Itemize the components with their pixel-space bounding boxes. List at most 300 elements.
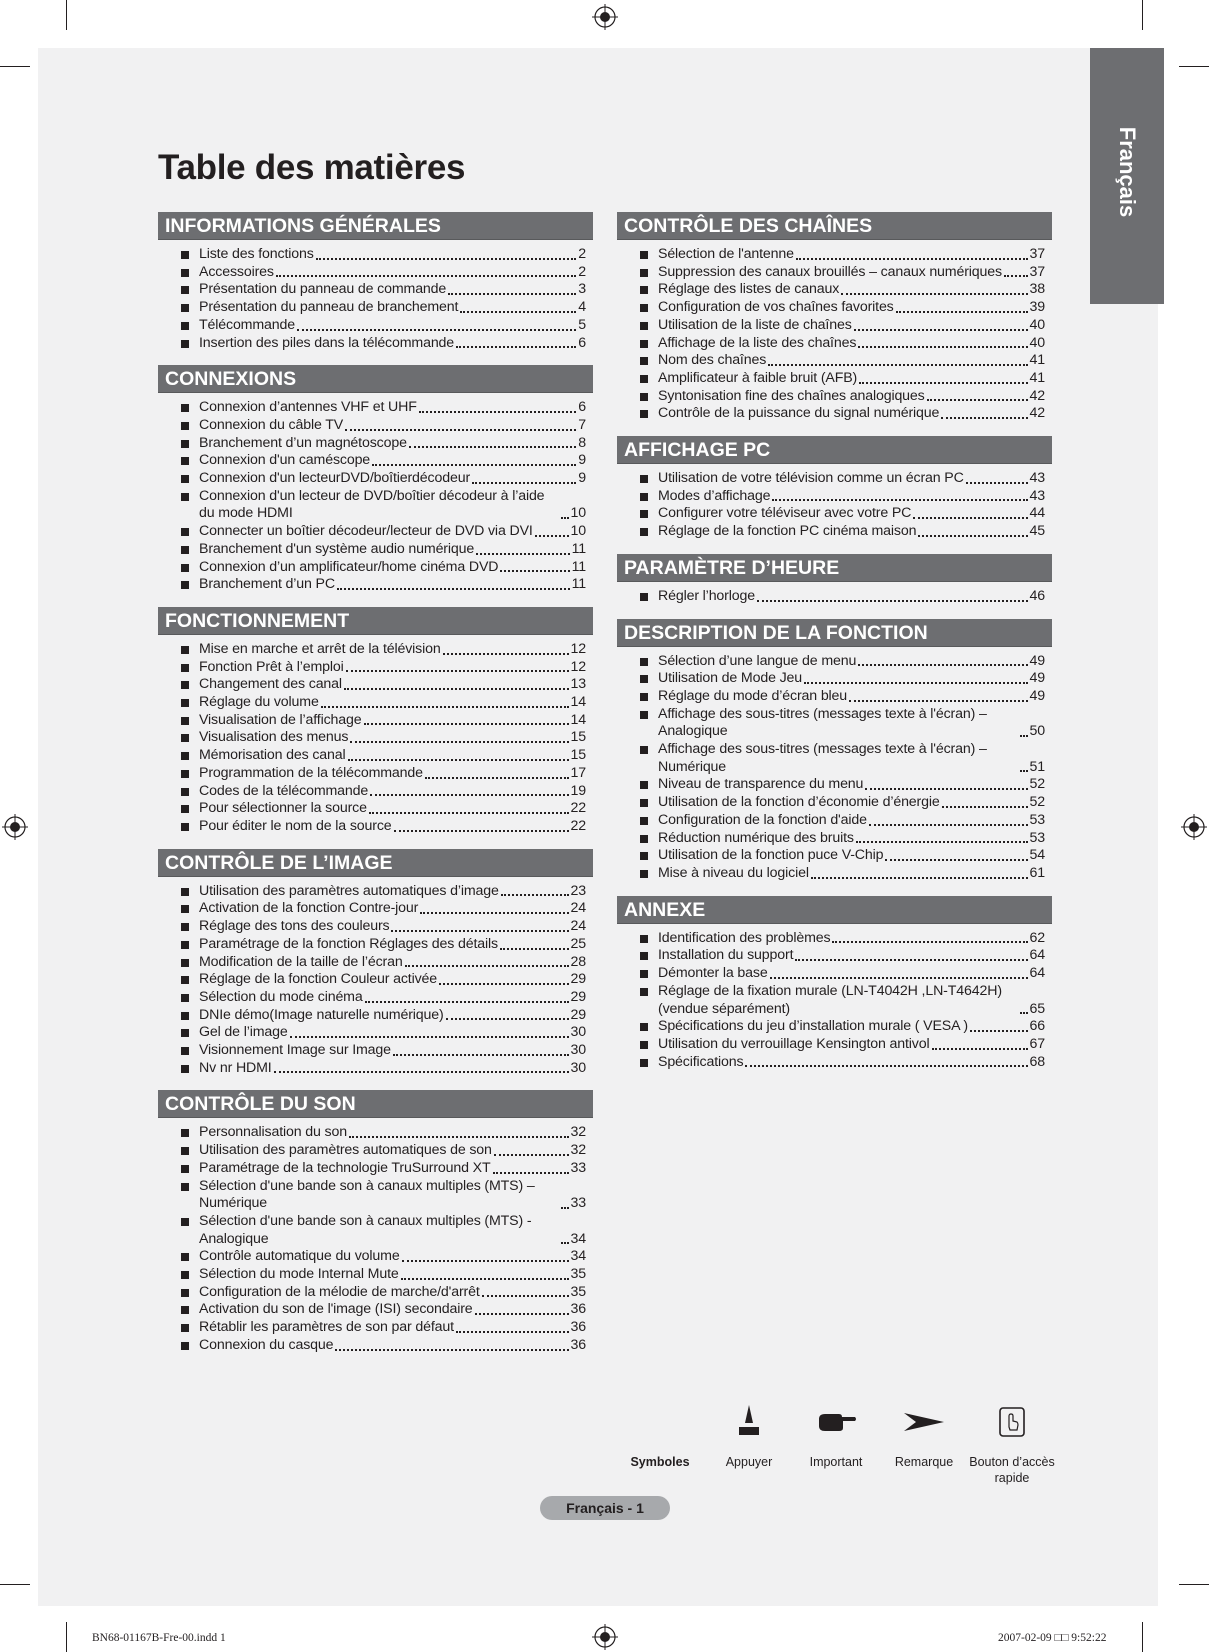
toc-entry-page: 32 — [570, 1142, 586, 1159]
toc-entry-page: 29 — [570, 1006, 586, 1023]
toc-entry — [158, 1124, 593, 1142]
dot-leader — [501, 893, 569, 896]
dot-leader — [932, 1047, 1028, 1050]
toc-entry-page: 51 — [1029, 758, 1045, 775]
dot-leader — [804, 681, 1027, 684]
dot-leader — [1020, 1011, 1028, 1014]
toc-entry-page: 39 — [1029, 299, 1045, 316]
toc-entry — [158, 918, 593, 936]
toc-entry-page: 30 — [570, 1059, 586, 1076]
toc-entry-label: Personnalisation du son — [199, 1124, 347, 1141]
symbol-label-quick-access: Bouton d’accès rapide — [969, 1455, 1055, 1485]
toc-entry — [617, 653, 1052, 671]
toc-entry-page: 33 — [570, 1195, 586, 1212]
dot-leader — [500, 569, 569, 572]
toc-entry — [158, 1060, 593, 1078]
dot-leader — [472, 481, 576, 484]
toc-entry-label: Affichage des sous-titres (messages texte à l'écran) – Analogique — [658, 705, 987, 740]
toc-entry — [158, 1024, 593, 1042]
toc-entry-label: Branchement d’un magnétoscope — [199, 434, 407, 451]
dot-leader — [858, 663, 1027, 666]
toc-entry-label: Changement des canal — [199, 676, 342, 693]
toc-entry-label: Affichage de la liste des chaînes — [658, 334, 857, 351]
section-header: FONCTIONNEMENT — [158, 607, 593, 635]
toc-entry-page: 64 — [1029, 965, 1045, 982]
toc-entry — [617, 470, 1052, 488]
toc-entry-page: 11 — [571, 558, 586, 575]
toc-entry — [158, 1007, 593, 1025]
toc-entry-label: Sélection d'une bande son à canaux multiples (MTS) – Numérique — [199, 1177, 535, 1212]
toc-entry-page: 34 — [570, 1248, 586, 1265]
toc-entry-page: 53 — [1029, 811, 1045, 828]
toc-entry-label: Activation du son de l'image (ISI) secondaire — [199, 1301, 473, 1318]
toc-entry-label: Utilisation de la liste de chaînes — [658, 316, 852, 333]
dot-leader — [795, 958, 1027, 961]
language-tab — [1090, 48, 1164, 304]
toc-entry-label: Spécifications du jeu d’installation murale ( VESA ) — [658, 1018, 969, 1035]
dot-leader — [364, 722, 569, 725]
toc-entry-page: 46 — [1029, 587, 1045, 604]
toc-entry-label: Utilisation du verrouillage Kensington antivol — [658, 1035, 930, 1052]
toc-entry — [158, 1248, 593, 1266]
section-header: ANNEXE — [617, 896, 1052, 924]
toc-entry — [158, 729, 593, 747]
dot-leader — [482, 1294, 569, 1297]
toc-section — [158, 212, 593, 352]
toc-entry — [158, 800, 593, 818]
dot-leader — [393, 1053, 569, 1056]
toc-entry-label: Modes d’affichage — [658, 487, 771, 504]
dot-leader — [456, 345, 576, 348]
toc-entry — [158, 747, 593, 765]
crop-mark — [1179, 1584, 1209, 1585]
section-header: PARAMÈTRE D’HEURE — [617, 554, 1052, 582]
toc-entry-label: Activation de la fonction Contre-jour — [199, 900, 419, 917]
dot-leader — [561, 1206, 569, 1209]
dot-leader — [859, 381, 1027, 384]
toc-entry-label: Nom des chaînes — [658, 352, 767, 369]
toc-entry-page: 54 — [1029, 847, 1045, 864]
dot-leader — [475, 1312, 569, 1315]
toc-section — [617, 212, 1052, 423]
toc-entry — [617, 983, 1052, 1018]
toc-entry — [158, 417, 593, 435]
toc-right-column — [617, 212, 1052, 1084]
toc-entry-page: 30 — [570, 1024, 586, 1041]
toc-entry-label: Pour sélectionner la source — [199, 800, 367, 817]
dot-leader — [561, 516, 569, 519]
toc-entry — [617, 388, 1052, 406]
toc-entry — [158, 989, 593, 1007]
dot-leader — [796, 257, 1028, 260]
toc-entry-label: Spécifications — [658, 1053, 744, 1070]
dot-leader — [419, 410, 577, 413]
toc-entry-page: 43 — [1029, 470, 1045, 487]
toc-entry-page: 15 — [570, 747, 586, 764]
dot-leader — [349, 1135, 569, 1138]
toc-entry-page: 11 — [571, 540, 586, 557]
toc-entry — [158, 641, 593, 659]
toc-entry-label: Connexion du câble TV — [199, 416, 344, 433]
toc-entry-page: 3 — [578, 281, 586, 298]
dot-leader — [811, 876, 1028, 879]
toc-entry-page: 35 — [570, 1283, 586, 1300]
toc-entry-label: Configuration de la fonction d'aide — [658, 811, 867, 828]
toc-entry-page: 66 — [1029, 1018, 1045, 1035]
toc-section — [617, 554, 1052, 606]
crop-mark — [1179, 66, 1209, 67]
toc-entry — [617, 505, 1052, 523]
toc-entry-page: 25 — [570, 935, 586, 952]
toc-entry-page: 24 — [570, 900, 586, 917]
dot-leader — [561, 1241, 569, 1244]
symbol-label-note: Remarque — [894, 1455, 954, 1469]
toc-entry-page: 8 — [578, 434, 586, 451]
toc-entry-page: 23 — [570, 882, 586, 899]
toc-entry — [617, 947, 1052, 965]
section-header: AFFICHAGE PC — [617, 436, 1052, 464]
toc-entry-label: Réglage du mode d’écran bleu — [658, 687, 848, 704]
toc-entry-label: Sélection de l'antenne — [658, 246, 794, 262]
toc-entry-label: Sélection d'une bande son à canaux multiples (MTS) - Analogique — [199, 1212, 532, 1247]
toc-entry — [617, 523, 1052, 541]
toc-entry — [617, 335, 1052, 353]
toc-entry-list — [158, 246, 593, 352]
toc-entry-label: Branchement d'un système audio numérique — [199, 540, 475, 557]
toc-entry-page: 5 — [578, 316, 586, 333]
toc-entry — [617, 264, 1052, 282]
toc-entry — [617, 281, 1052, 299]
section-header: CONNEXIONS — [158, 365, 593, 393]
dot-leader — [345, 428, 576, 431]
toc-entry — [158, 1042, 593, 1060]
toc-entry — [158, 576, 593, 594]
toc-entry-page: 4 — [578, 299, 586, 316]
crop-mark — [66, 0, 67, 30]
toc-entry-label: Mise à niveau du logiciel — [658, 864, 809, 881]
toc-entry-page: 2 — [578, 263, 586, 280]
toc-entry — [617, 405, 1052, 423]
toc-entry-label: Configuration de la mélodie de marche/d'arrêt — [199, 1283, 480, 1300]
section-header: CONTRÔLE DES CHAÎNES — [617, 212, 1052, 240]
slug-file-name: BN68-01167B-Fre-00.indd 1 — [92, 1632, 226, 1644]
toc-entry — [617, 588, 1052, 606]
dot-leader — [460, 310, 576, 313]
toc-entry — [617, 776, 1052, 794]
dot-leader — [970, 1029, 1028, 1032]
toc-entry — [617, 830, 1052, 848]
symbols-heading: Symboles — [630, 1455, 690, 1469]
toc-entry-page: 14 — [570, 694, 586, 711]
toc-entry — [158, 317, 593, 335]
toc-entry-page: 12 — [570, 658, 586, 675]
toc-entry-label: Liste des fonctions — [199, 246, 314, 262]
dot-leader — [849, 699, 1027, 702]
toc-entry-page: 64 — [1029, 947, 1045, 964]
toc-entry-page: 29 — [570, 988, 586, 1005]
toc-entry-page: 35 — [570, 1266, 586, 1283]
toc-entry-label: Sélection du mode Internal Mute — [199, 1266, 399, 1283]
toc-entry-page: 49 — [1029, 670, 1045, 687]
dot-leader — [335, 1348, 568, 1351]
toc-entry-list — [617, 470, 1052, 541]
dot-leader — [439, 982, 569, 985]
dot-leader — [402, 1259, 569, 1262]
toc-entry — [158, 435, 593, 453]
toc-entry — [617, 670, 1052, 688]
toc-entry — [617, 352, 1052, 370]
dot-leader — [344, 687, 569, 690]
dot-leader — [913, 516, 1027, 519]
toc-entry — [158, 541, 593, 559]
dot-leader — [321, 705, 569, 708]
toc-entry-page: 68 — [1029, 1053, 1045, 1070]
toc-entry-label: Connecter un boîtier décodeur/lecteur de DVD via DVI — [199, 523, 533, 540]
toc-entry-label: Régler l’horloge — [658, 587, 755, 604]
dot-leader — [768, 363, 1027, 366]
toc-entry-page: 24 — [570, 918, 586, 935]
toc-entry-page: 67 — [1029, 1035, 1045, 1052]
toc-entry — [617, 317, 1052, 335]
toc-entry-page: 36 — [570, 1301, 586, 1318]
page-number-badge: Français - 1 — [540, 1496, 670, 1520]
dot-leader — [941, 416, 1027, 419]
toc-entry — [158, 971, 593, 989]
toc-entry — [158, 712, 593, 730]
dot-leader — [409, 445, 576, 448]
toc-entry-label: Sélection du mode cinéma — [199, 988, 363, 1005]
dot-leader — [858, 345, 1027, 348]
toc-entry-page: 6 — [578, 399, 586, 416]
symbol-label-important: Important — [809, 1455, 863, 1469]
toc-entry-page: 49 — [1029, 652, 1045, 669]
dot-leader — [942, 805, 1028, 808]
dot-leader — [856, 840, 1028, 843]
toc-entry — [617, 865, 1052, 883]
toc-entry-label: Démonter la base — [658, 965, 768, 982]
toc-entry-label: Paramétrage de la technologie TruSurround XT — [199, 1159, 491, 1176]
toc-entry — [158, 1266, 593, 1284]
toc-entry-page: 22 — [570, 817, 586, 834]
dot-leader — [394, 829, 569, 832]
toc-entry-page: 36 — [570, 1336, 586, 1353]
toc-entry-page: 9 — [578, 470, 586, 487]
toc-entry-label: DNIe démo(Image naturelle numérique) — [199, 1006, 444, 1023]
toc-entry-list — [158, 641, 593, 836]
dot-leader — [966, 481, 1028, 484]
toc-entry-label: Connexion du casque — [199, 1336, 334, 1353]
toc-entry-page: 9 — [578, 452, 586, 469]
toc-section — [617, 619, 1052, 883]
toc-entry-label: Télécommande — [199, 316, 295, 333]
toc-entry — [617, 688, 1052, 706]
toc-entry — [158, 559, 593, 577]
registration-mark-icon — [1181, 814, 1207, 840]
toc-entry-label: Installation du support — [658, 947, 794, 964]
registration-mark-icon — [592, 4, 618, 30]
dot-leader — [1020, 734, 1028, 737]
toc-entry — [158, 488, 593, 523]
toc-entry-label: Contrôle de la puissance du signal numérique — [658, 405, 940, 422]
crop-mark — [1142, 0, 1143, 30]
toc-entry — [617, 299, 1052, 317]
dot-leader — [772, 498, 1027, 501]
toc-entry-page: 7 — [578, 416, 586, 433]
toc-entry-page: 65 — [1029, 1000, 1045, 1017]
toc-entry-page: 30 — [570, 1042, 586, 1059]
toc-entry-label: Utilisation de la fonction puce V-Chip — [658, 847, 884, 864]
toc-entry-label: Codes de la télécommande — [199, 782, 369, 799]
toc-entry-label: Utilisation des paramètres automatiques de son — [199, 1142, 492, 1159]
toc-entry — [158, 1213, 593, 1248]
toc-entry — [158, 1160, 593, 1178]
toc-entry-label: Connexion d'un lecteur de DVD/boîtier décodeur à l’aide du mode HDMI — [199, 487, 545, 522]
symbol-label-press: Appuyer — [725, 1455, 773, 1469]
toc-entry-label: Gel de l’image — [199, 1024, 288, 1041]
dot-leader — [476, 552, 569, 555]
toc-entry-page: 33 — [570, 1159, 586, 1176]
toc-entry-label: Utilisation de votre télévision comme un écran PC — [658, 470, 964, 487]
slug-timestamp: 2007-02-09 □□ 9:52:22 — [998, 1632, 1107, 1644]
toc-entry-label: Présentation du panneau de branchement — [199, 299, 459, 316]
toc-entry-page: 37 — [1029, 246, 1045, 262]
dot-leader — [446, 1017, 569, 1020]
toc-entry-label: Configurer votre téléviseur avec votre PC — [658, 505, 912, 522]
toc-entry-label: Syntonisation fine des chaînes analogiques — [658, 387, 925, 404]
toc-entry-label: Connexion d’un amplificateur/home cinéma DVD — [199, 558, 499, 575]
toc-entry — [158, 452, 593, 470]
toc-entry-page: 40 — [1029, 316, 1045, 333]
dot-leader — [448, 292, 576, 295]
toc-entry — [158, 470, 593, 488]
toc-entry-label: Visualisation des menus — [199, 729, 349, 746]
toc-entry-label: Paramétrage de la fonction Réglages des détails — [199, 935, 498, 952]
toc-entry-page: 13 — [570, 676, 586, 693]
dot-leader — [372, 463, 576, 466]
dot-leader — [276, 274, 576, 277]
dot-leader — [854, 328, 1028, 331]
toc-entry-label: Connexion d'un caméscope — [199, 452, 371, 469]
toc-entry-label: Mémorisation des canal — [199, 747, 346, 764]
dot-leader — [927, 398, 1028, 401]
toc-entry-label: Accessoires — [199, 263, 274, 280]
toc-entry-label: Utilisation des paramètres automatiques d’image — [199, 882, 499, 899]
toc-entry-label: Réglage de la fonction PC cinéma maison — [658, 523, 917, 540]
toc-entry — [617, 741, 1052, 776]
dot-leader — [869, 823, 1028, 826]
toc-entry-page: 28 — [570, 953, 586, 970]
dot-leader — [290, 1035, 569, 1038]
toc-entry-page: 43 — [1029, 487, 1045, 504]
toc-entry-page: 53 — [1029, 829, 1045, 846]
dot-leader — [316, 257, 577, 260]
dot-leader — [391, 929, 568, 932]
toc-entry-page: 14 — [570, 711, 586, 728]
toc-entry-label: Connexion d'un lecteurDVD/boîtierdécodeur — [199, 470, 471, 487]
toc-entry-label: Fonction Prêt à l’emploi — [199, 658, 344, 675]
toc-entry-label: Mise en marche et arrêt de la télévision — [199, 640, 441, 657]
toc-entry-page: 2 — [578, 246, 586, 262]
toc-entry-page: 38 — [1029, 281, 1045, 298]
section-header: INFORMATIONS GÉNÉRALES — [158, 212, 593, 240]
toc-entry — [158, 765, 593, 783]
toc-entry-page: 41 — [1029, 369, 1045, 386]
toc-entry-page: 19 — [570, 782, 586, 799]
toc-entry-page: 6 — [578, 334, 586, 351]
dot-leader — [841, 292, 1027, 295]
toc-entry-page: 11 — [571, 576, 586, 593]
toc-entry-page: 45 — [1029, 523, 1045, 540]
toc-entry-label: Contrôle automatique du volume — [199, 1248, 400, 1265]
toc-entry-list — [158, 1124, 593, 1354]
section-header: DESCRIPTION DE LA FONCTION — [617, 619, 1052, 647]
toc-entry — [617, 246, 1052, 264]
dot-leader — [885, 858, 1027, 861]
toc-entry — [158, 783, 593, 801]
toc-entry-label: Réglage du volume — [199, 694, 319, 711]
dot-leader — [348, 758, 569, 761]
dot-leader — [297, 328, 576, 331]
toc-entry — [617, 1054, 1052, 1072]
toc-entry-page: 40 — [1029, 334, 1045, 351]
toc-entry-label: Rétablir les paramètres de son par défaut — [199, 1319, 454, 1336]
toc-section — [617, 436, 1052, 541]
toc-entry — [617, 812, 1052, 830]
toc-entry-label: Affichage des sous-titres (messages texte à l'écran) – Numérique — [658, 741, 987, 775]
dot-leader — [770, 976, 1028, 979]
toc-entry — [617, 488, 1052, 506]
dot-leader — [365, 1000, 569, 1003]
toc-entry — [158, 659, 593, 677]
toc-entry-page: 15 — [570, 729, 586, 746]
one-touch-button-icon — [990, 1400, 1034, 1444]
toc-entry-page: 42 — [1029, 387, 1045, 404]
toc-entry — [158, 1284, 593, 1302]
toc-entry — [158, 954, 593, 972]
toc-entry-page: 22 — [570, 800, 586, 817]
toc-entry-page: 37 — [1029, 263, 1045, 280]
toc-entry-list — [617, 653, 1052, 883]
registration-mark-icon — [2, 814, 28, 840]
toc-entry — [158, 523, 593, 541]
toc-entry — [158, 281, 593, 299]
dot-leader — [832, 940, 1027, 943]
toc-entry-list — [617, 930, 1052, 1072]
toc-entry — [617, 930, 1052, 948]
toc-entry-label: Réglage des tons des couleurs — [199, 918, 390, 935]
toc-entry — [158, 1178, 593, 1213]
crop-mark — [66, 1622, 67, 1652]
toc-entry-label: Configuration de vos chaînes favorites — [658, 299, 894, 316]
toc-entry-label: Branchement d’un PC — [199, 576, 335, 593]
toc-entry — [158, 399, 593, 417]
toc-entry-label: Modification de la taille de l’écran — [199, 953, 403, 970]
toc-entry-label: Utilisation de la fonction d’économie d’énergie — [658, 794, 940, 811]
toc-entry — [158, 1319, 593, 1337]
dot-leader — [493, 1171, 569, 1174]
dot-leader — [494, 1153, 569, 1156]
toc-entry — [158, 264, 593, 282]
toc-entry-page: 29 — [570, 971, 586, 988]
toc-entry — [158, 299, 593, 317]
crop-mark — [0, 66, 30, 67]
toc-entry-list — [158, 399, 593, 594]
pointing-hand-icon — [812, 1400, 862, 1444]
toc-entry-page: 34 — [570, 1230, 586, 1247]
toc-entry-list — [158, 883, 593, 1078]
toc-entry-label: Pour éditer le nom de la source — [199, 817, 392, 834]
toc-entry-page: 52 — [1029, 776, 1045, 793]
